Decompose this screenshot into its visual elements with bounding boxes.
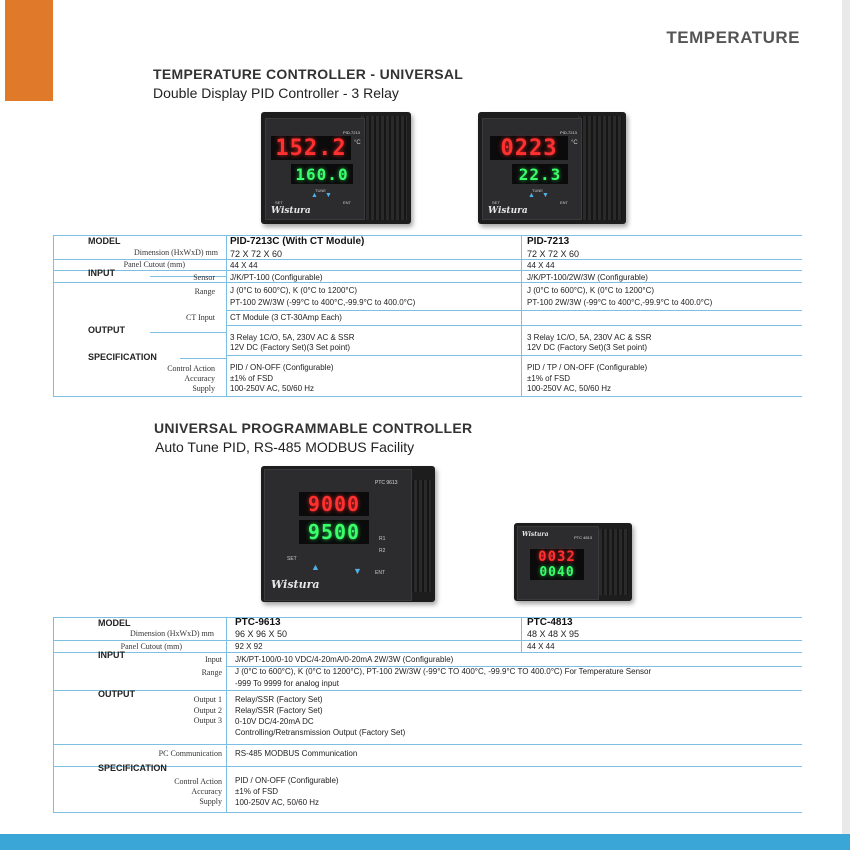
brand-logo: Wistura	[522, 531, 549, 538]
orange-corner-tab	[5, 0, 53, 101]
brand-logo: Wistura	[271, 578, 320, 591]
model-ptc-4813: PTC-4813	[527, 617, 573, 628]
pid-7213-device-image: PID-7213 0223 °C 22.3 TUNE ▲ ▼ SET ENT Wistura	[478, 112, 626, 224]
dimension-label: Dimension (HxWxD) mm	[130, 629, 214, 638]
sv-display: 9500	[299, 520, 369, 544]
pv-display: 0223	[490, 136, 568, 160]
model-label: MODEL	[98, 618, 131, 628]
down-arrow-icon: ▼	[353, 566, 362, 576]
pv-display: 9000	[299, 492, 369, 516]
up-arrow-icon: ▲	[311, 562, 320, 572]
section2-subtitle: Auto Tune PID, RS-485 MODBUS Facility	[155, 439, 415, 455]
pv-display: 152.2	[271, 136, 351, 160]
up-arrow-icon: ▲	[311, 192, 318, 199]
sv-display: 0040	[530, 565, 584, 580]
ptc-9613-device-image: PTC 9613 9000 9500 R1 R2 SET ENT ▲ ▼ Wistura	[261, 466, 435, 602]
model-label: MODEL	[88, 236, 121, 246]
section1-subtitle: Double Display PID Controller - 3 Relay	[153, 85, 399, 101]
down-arrow-icon: ▼	[542, 192, 549, 199]
up-arrow-icon: ▲	[528, 192, 535, 199]
brand-logo: Wistura	[271, 206, 311, 216]
section2-title: UNIVERSAL PROGRAMMABLE CONTROLLER	[154, 420, 473, 436]
panel-cutout-label: Panel Cutout (mm)	[120, 642, 182, 651]
catalog-page: TEMPERATURE TEMPERATURE CONTROLLER - UNIVERSAL Double Display PID Controller - 3 Relay PID-7213 152.2 °C 160.0 TUNE ▲ ▼ SET ENT Wistura PID-7213 0223 °C 22.3 TUNE ▲ ▼ SET ENT Wistura MODEL Dimension (HxWxD) mm Panel Cutout (mm) INPUT Sensor Range CT Input OUTPUT SPECIFICATION Control Action Accuracy Supply PID-7213C (With CT Module) 72 X 72 X 60 44 X 44 J/K/PT-100 (Configurable) J (0°C to 600°C), K (0°C to 1200°C) PT-100 2W/3W (-99°C to 400°C,-99.9°C to 400.0°C) CT Module (3 CT-30Amp Each) 3 Relay 1C/O, 5A, 230V AC & SSR 12V DC (Factory Set)(3 Set point) PID / ON-OFF (Configurable) ±1% of FSD 100-250V AC, 50/60 Hz PID-7213 72 X 72 X 60 44 X 44 J/K/PT-100/2W/3W (Configurable) J (0°C to 600°C), K (0°C to 1200°C) PT-100 2W/3W (-99°C to 400°C,-99.9°C to 400.0°C) 3 Relay 1C/O, 5A, 230V AC & SSR 12V DC (Factory Set)(3 Set point) PID / TP / ON-OFF (Configurable) ±1% of FSD 100-250V AC, 50/60 Hz UNIVERSAL PROGRAMMABLE CONTROLLER Auto Tune PID, RS-485 MODBUS Facility PTC 9613 9000 9500 R1 R2 SET ENT ▲ ▼ Wistura Wistura PTC 4813 0032 0040 MODEL Dimension (HxWxD) mm Panel Cutout (mm) INPUT Input Range OUTPUT Output 1 Output 2 Output 3 PC Communication SPECIFICATION Control Action Accuracy Supply PTC-9613 96 X 96 X 50 92 X 92 PTC-4813 48 X 48 X 95 44 X 44 J/K/PT-100/0-10 VDC/4-20mA/0-20mA 2W/3W (Configurable) J (0°C to 600°C), K (0°C to 1200°C), PT-100 2W/3W (-99°C TO 400°C, -99.9°C TO 400.0°C) For Temperature Sensor -999 To 9999 for analog input Relay/SSR (Factory Set) Relay/SSR (Factory Set) 0-10V DC/4-20mA DC Controlling/Retransmission Output (Factory Set) RS-485 MODBUS Communication PID / ON-OFF (Configurable) ±1% of FSD 100-250V AC, 50/60 Hz	[0, 0, 850, 850]
model-pid-7213c: PID-7213C (With CT Module)	[230, 236, 365, 247]
sv-display: 160.0	[291, 164, 353, 184]
section1-title: TEMPERATURE CONTROLLER - UNIVERSAL	[153, 66, 464, 82]
footer-bar	[0, 834, 850, 850]
ptc-4813-device-image: Wistura PTC 4813 0032 0040	[514, 523, 632, 601]
down-arrow-icon: ▼	[325, 192, 332, 199]
page-edge-strip	[842, 0, 850, 850]
input-label: INPUT	[88, 268, 115, 278]
pv-display: 0032	[530, 549, 584, 565]
sv-display: 22.3	[512, 164, 568, 184]
brand-logo: Wistura	[488, 206, 528, 216]
model-pid-7213: PID-7213	[527, 236, 570, 247]
dimension-label: Dimension (HxWxD) mm	[134, 248, 218, 257]
category-heading: TEMPERATURE	[666, 28, 800, 47]
model-ptc-9613: PTC-9613	[235, 617, 281, 628]
panel-cutout-label: Panel Cutout (mm)	[123, 260, 185, 269]
pid-7213c-device-image: PID-7213 152.2 °C 160.0 TUNE ▲ ▼ SET ENT Wistura	[261, 112, 411, 224]
